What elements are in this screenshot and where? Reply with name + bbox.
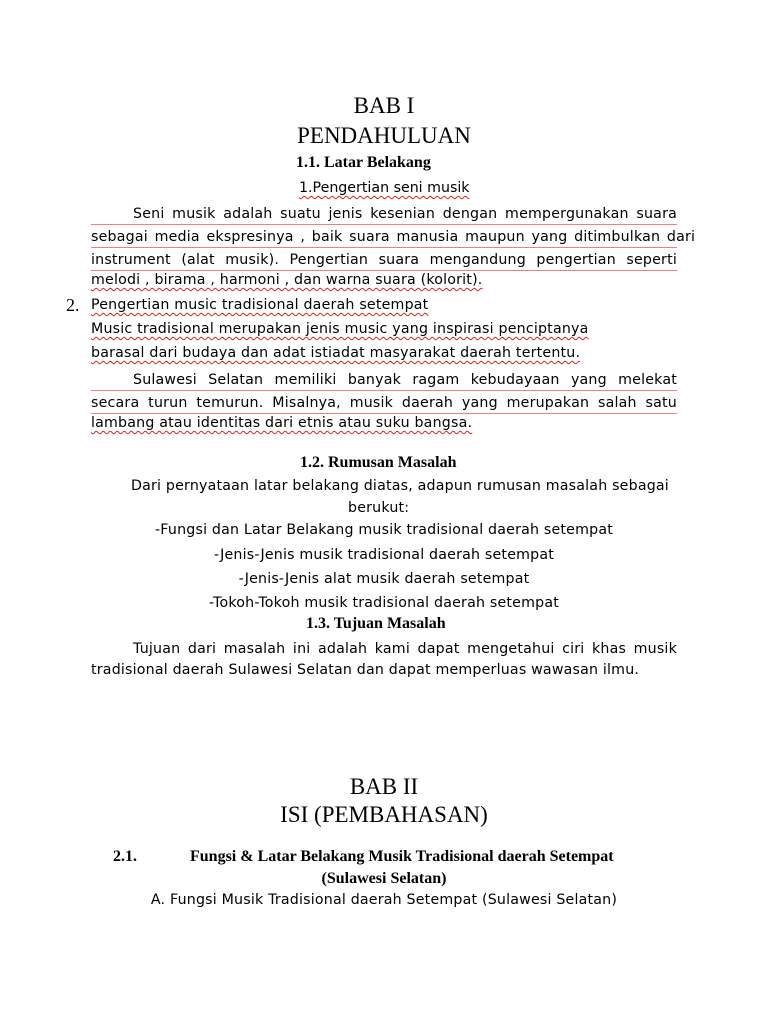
paragraph-line: instrument (alat musik). Pengertian suara mengandung pengertian seperti bbox=[91, 252, 677, 268]
spellcheck-underline bbox=[91, 390, 677, 391]
paragraph-line-text: barasal dari budaya dan adat istiadat masyarakat daerah tertentu. bbox=[91, 345, 581, 361]
list-item-heading-text: Pengertian music tradisional daerah setempat bbox=[91, 297, 429, 313]
paragraph-line: tradisional daerah Sulawesi Selatan dan dapat memperluas wawasan ilmu. bbox=[91, 662, 640, 678]
subsection-heading-a: A. Fungsi Musik Tradisional daerah Setempat (Sulawesi Selatan) bbox=[150, 892, 618, 908]
paragraph-line bbox=[91, 272, 483, 288]
section-heading-1-2: 1.2. Rumusan Masalah bbox=[300, 454, 457, 471]
section-heading-2-1-sub: (Sulawesi Selatan) bbox=[321, 870, 447, 887]
paragraph-line bbox=[91, 415, 472, 431]
paragraph-line: berukut: bbox=[348, 500, 410, 516]
section-heading-1-3: 1.3. Tujuan Masalah bbox=[306, 615, 446, 632]
subsection-heading bbox=[299, 180, 470, 196]
section-heading-2-1: Fungsi & Latar Belakang Musik Tradisional daerah Setempat bbox=[190, 848, 614, 865]
paragraph-line bbox=[91, 345, 580, 361]
paragraph-line-text: Music tradisional merupakan jenis music yang inspirasi penciptanya bbox=[91, 321, 589, 337]
section-heading-1-1: 1.1. Latar Belakang bbox=[296, 154, 431, 171]
spellcheck-underline bbox=[91, 413, 677, 414]
chapter-subtitle: PENDAHULUAN bbox=[297, 123, 471, 148]
paragraph-line: Tujuan dari masalah ini adalah kami dapat mengetahui ciri khas musik bbox=[133, 641, 677, 657]
list-number: 2. bbox=[66, 295, 80, 315]
paragraph-line: Dari pernyataan latar belakang diatas, adapun rumusan masalah sebagai bbox=[131, 478, 669, 494]
paragraph-line: secara turun temurun. Misalnya, musik daerah yang merupakan salah satu bbox=[91, 395, 677, 411]
spellcheck-underline bbox=[91, 270, 677, 271]
paragraph-line bbox=[91, 321, 589, 337]
paragraph-line-text: melodi , birama , harmoni , dan warna suara (kolorit). bbox=[91, 272, 483, 288]
paragraph-line: sebagai media ekspresinya , baik suara manusia maupun yang ditimbulkan dari bbox=[91, 229, 696, 245]
paragraph-line: Seni musik adalah suatu jenis kesenian dengan mempergunakan suara bbox=[133, 206, 677, 222]
list-item: -Jenis-Jenis musik tradisional daerah setempat bbox=[213, 547, 555, 563]
chapter-title: BAB II bbox=[349, 774, 419, 799]
spellcheck-underline bbox=[91, 247, 677, 248]
chapter-title: BAB I bbox=[353, 93, 415, 118]
paragraph-line: Sulawesi Selatan memiliki banyak ragam kebudayaan yang melekat bbox=[133, 372, 677, 388]
section-number-2-1: 2.1. bbox=[113, 848, 137, 865]
chapter-subtitle: ISI (PEMBAHASAN) bbox=[280, 802, 488, 827]
list-item: -Jenis-Jenis alat musik daerah setempat bbox=[238, 571, 530, 587]
spellcheck-underline bbox=[91, 224, 677, 225]
list-item-heading bbox=[91, 297, 428, 313]
list-item: -Fungsi dan Latar Belakang musik tradisional daerah setempat bbox=[154, 522, 613, 538]
subsection-heading-text: 1.Pengertian seni musik bbox=[299, 180, 470, 196]
paragraph-line-text: lambang atau identitas dari etnis atau suku bangsa. bbox=[91, 415, 473, 431]
list-item: -Tokoh-Tokoh musik tradisional daerah setempat bbox=[209, 595, 559, 611]
